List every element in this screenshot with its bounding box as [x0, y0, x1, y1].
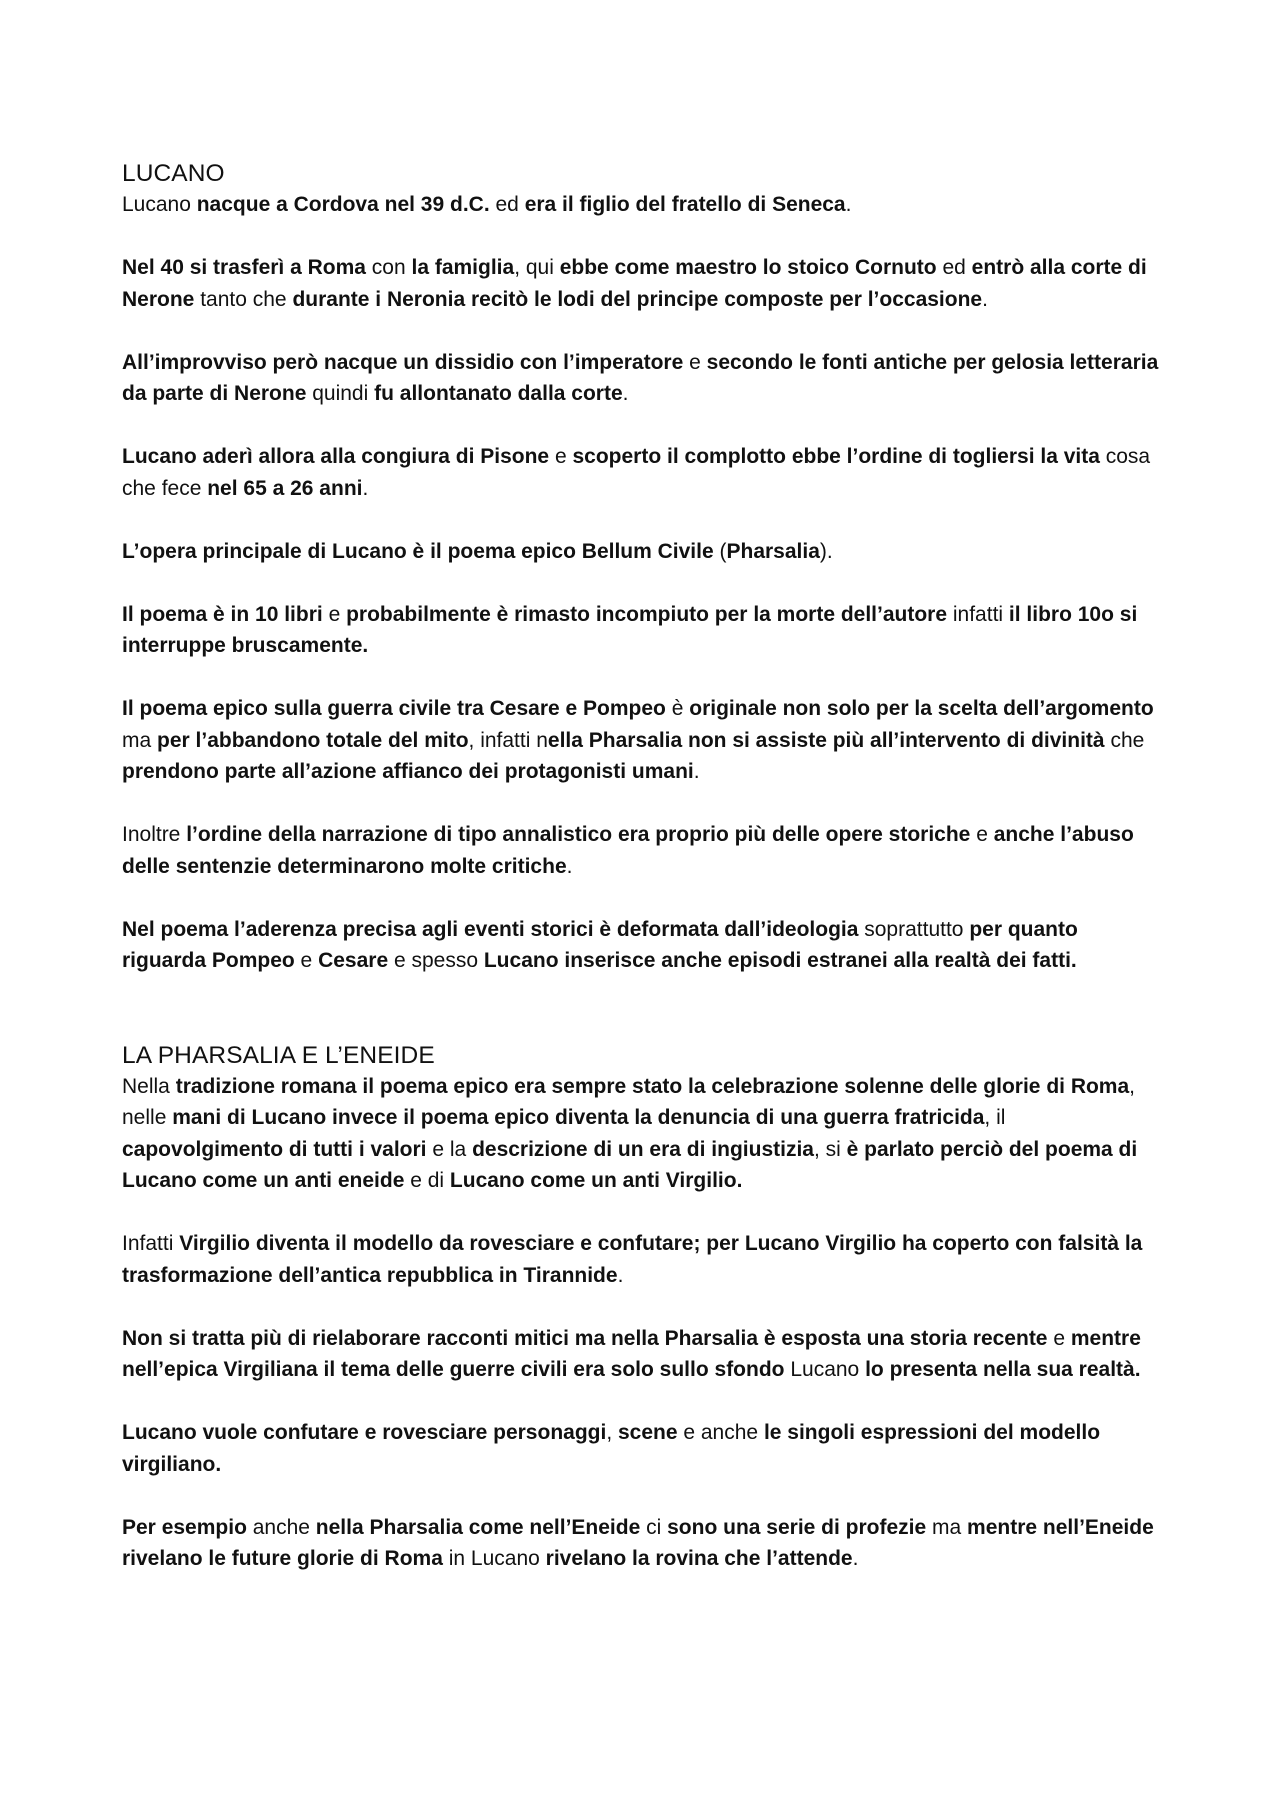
text-run: .: [982, 287, 988, 311]
bold-text-run: Lucano aderì allora alla congiura di Pisone: [122, 445, 550, 468]
text-run: e: [683, 350, 707, 374]
text-run: ).: [819, 539, 833, 563]
text-run: e di: [404, 1169, 450, 1192]
paragraph: [122, 1228, 1165, 1291]
bold-text-run: descrizione di un era di ingiustizia: [472, 1137, 814, 1161]
bold-text-run: Non si tratta più di rielaborare racconti mitici ma nella Pharsalia è esposta una storia recente: [122, 1326, 1048, 1350]
text-run: , il: [984, 1106, 1006, 1129]
bold-text-run: rivelano la rovina che l’attende: [545, 1547, 853, 1570]
text-run: e la: [426, 1137, 473, 1161]
bold-text-run: Virgilio diventa il modello da rovesciare e confutare; per Lucano Virgilio ha coperto con falsità la trasformazione dell’antica repubblica in Tirannide: [122, 1232, 1143, 1287]
bold-text-run: anche l’abuso delle sentenzie determinarono molte critiche: [122, 823, 1134, 878]
text-run: infatti: [947, 602, 1009, 626]
section-pharsalia-eneide: [122, 1040, 1165, 1575]
bold-text-run: durante i Neronia recitò le lodi del principe composte per l’occasione: [292, 287, 983, 311]
paragraph: [122, 1417, 1165, 1480]
text-run: Infatti: [122, 1232, 180, 1255]
paragraph: [122, 819, 1165, 882]
text-run: ma: [122, 728, 158, 752]
section-lucano: [122, 158, 1165, 977]
bold-text-run: scoperto il complotto ebbe l’ordine di togliersi la vita: [572, 445, 1100, 468]
text-run: .: [845, 193, 852, 216]
text-run: .: [617, 1263, 624, 1287]
bold-text-run: lo presenta nella sua realtà.: [865, 1358, 1141, 1381]
bold-text-run: Il poema epico sulla guerra civile tra Cesare e Pompeo: [122, 697, 666, 720]
paragraph: [122, 441, 1165, 504]
text-run: Nella: [122, 1074, 176, 1098]
text-run: e spesso: [388, 949, 484, 972]
text-run: e: [322, 602, 347, 626]
bold-text-run: L’opera principale di Lucano è il poema epico Bellum Civile: [122, 539, 714, 563]
paragraph: [122, 1323, 1165, 1386]
text-run: , qui: [514, 256, 560, 279]
text-run: , si: [813, 1137, 847, 1161]
paragraph: [122, 536, 1165, 568]
text-run: con: [365, 256, 412, 279]
text-run: .: [852, 1547, 859, 1570]
text-run: .: [622, 382, 629, 405]
text-run: .: [693, 760, 700, 783]
bold-text-run: probabilmente è rimasto incompiuto per la morte dell’autore: [346, 602, 948, 626]
bold-text-run: era il figlio del fratello di Seneca: [524, 193, 846, 216]
bold-text-run: mentre nell’Eneide rivelano le future glorie di Roma: [122, 1515, 1154, 1570]
bold-text-run: Lucano inserisce anche episodi estranei alla realtà dei fatti.: [483, 949, 1077, 972]
bold-text-run: le singoli espressioni del modello virgiliano.: [122, 1421, 1101, 1476]
text-run: ,: [606, 1421, 618, 1444]
section-body: [122, 1071, 1165, 1575]
bold-text-run: Il poema è in 10 libri: [122, 602, 323, 626]
text-run: e anche: [677, 1421, 764, 1444]
bold-text-run: per quanto riguarda Pompeo: [122, 917, 1078, 972]
text-run: (: [713, 539, 727, 563]
bold-text-run: scene: [617, 1421, 678, 1444]
paragraph: [122, 189, 1165, 221]
bold-text-run: nella Pharsalia come nell’Eneide: [315, 1515, 641, 1539]
bold-text-run: Nel 40 si trasferì a Roma: [122, 256, 366, 279]
bold-text-run: capovolgimento di tutti i valori: [122, 1137, 427, 1161]
section-body: [122, 189, 1165, 977]
bold-text-run: nacque a Cordova nel 39 d.C.: [196, 193, 490, 216]
bold-text-run: Per esempio: [122, 1515, 247, 1539]
bold-text-run: secondo le fonti antiche per gelosia letteraria da parte di Nerone: [122, 350, 1159, 405]
bold-text-run: per l’abbandono totale del mito: [157, 728, 469, 752]
bold-text-run: ebbe come maestro lo stoico Cornuto: [559, 256, 937, 279]
bold-text-run: il libro 10o si interruppe bruscamente.: [122, 602, 1138, 657]
text-run: è: [665, 697, 690, 720]
text-run: ma: [926, 1515, 968, 1539]
bold-text-run: originale non solo per la scelta dell’argomento: [689, 697, 1154, 720]
text-run: ed: [936, 256, 972, 279]
bold-text-run: ella Pharsalia non si assiste più all’intervento di divinità: [547, 728, 1105, 752]
paragraph: [122, 693, 1165, 788]
bold-text-run: Pharsalia: [726, 539, 820, 563]
text-run: quindi: [306, 382, 375, 405]
paragraph: [122, 1512, 1165, 1575]
text-run: e: [1047, 1326, 1071, 1350]
text-run: anche: [246, 1515, 316, 1539]
text-run: .: [362, 476, 369, 500]
bold-text-run: la famiglia: [411, 256, 515, 279]
paragraph: [122, 914, 1165, 977]
text-run: ci: [640, 1515, 668, 1539]
text-run: .: [566, 854, 573, 878]
section-title: LUCANO: [122, 160, 225, 187]
bold-text-run: All’improvviso però nacque un dissidio con l’imperatore: [122, 350, 684, 374]
text-run: che: [1104, 728, 1145, 752]
bold-text-run: entrò alla corte di Nerone: [122, 256, 1147, 311]
paragraph: [122, 347, 1165, 410]
bold-text-run: Cesare: [318, 949, 389, 972]
text-run: Lucano: [784, 1358, 866, 1381]
text-run: in Lucano: [442, 1547, 546, 1570]
bold-text-run: Lucano come un anti Virgilio.: [449, 1169, 743, 1192]
bold-text-run: Lucano vuole confutare e rovesciare personaggi: [122, 1421, 607, 1444]
text-run: e: [970, 823, 994, 846]
paragraph: [122, 252, 1165, 315]
bold-text-run: mentre nell’epica Virgiliana il tema delle guerre civili era solo sullo sfondo: [122, 1326, 1141, 1381]
text-run: ed: [489, 193, 525, 216]
bold-text-run: prendono parte all’azione affianco dei protagonisti umani: [122, 760, 694, 783]
text-run: , nelle: [122, 1074, 1136, 1129]
text-run: Lucano: [122, 193, 197, 216]
bold-text-run: tradizione romana il poema epico era sempre stato la celebrazione solenne delle glorie di Roma: [175, 1074, 1130, 1098]
bold-text-run: fu allontanato dalla corte: [374, 382, 623, 405]
text-run: , infatti n: [468, 728, 548, 752]
text-run: e: [549, 445, 573, 468]
section-title: LA PHARSALIA E L’ENEIDE: [122, 1041, 435, 1069]
text-run: soprattutto: [858, 917, 970, 941]
text-run: Inoltre: [122, 823, 187, 846]
bold-text-run: mani di Lucano invece il poema epico diventa la denuncia di una guerra fratricida: [172, 1106, 985, 1129]
text-run: e: [294, 949, 319, 972]
bold-text-run: sono una serie di profezie: [667, 1515, 927, 1539]
bold-text-run: è parlato perciò del poema di Lucano come un anti eneide: [122, 1137, 1138, 1192]
text-run: tanto che: [194, 287, 293, 311]
paragraph: [122, 599, 1165, 662]
bold-text-run: nel 65 a 26 anni: [207, 476, 363, 500]
bold-text-run: Nel poema l’aderenza precisa agli eventi storici è deformata dall’ideologia: [122, 917, 859, 941]
text-run: cosa che fece: [122, 445, 1151, 500]
bold-text-run: l’ordine della narrazione di tipo annalistico era proprio più delle opere storiche: [186, 823, 971, 846]
paragraph: [122, 1071, 1165, 1197]
